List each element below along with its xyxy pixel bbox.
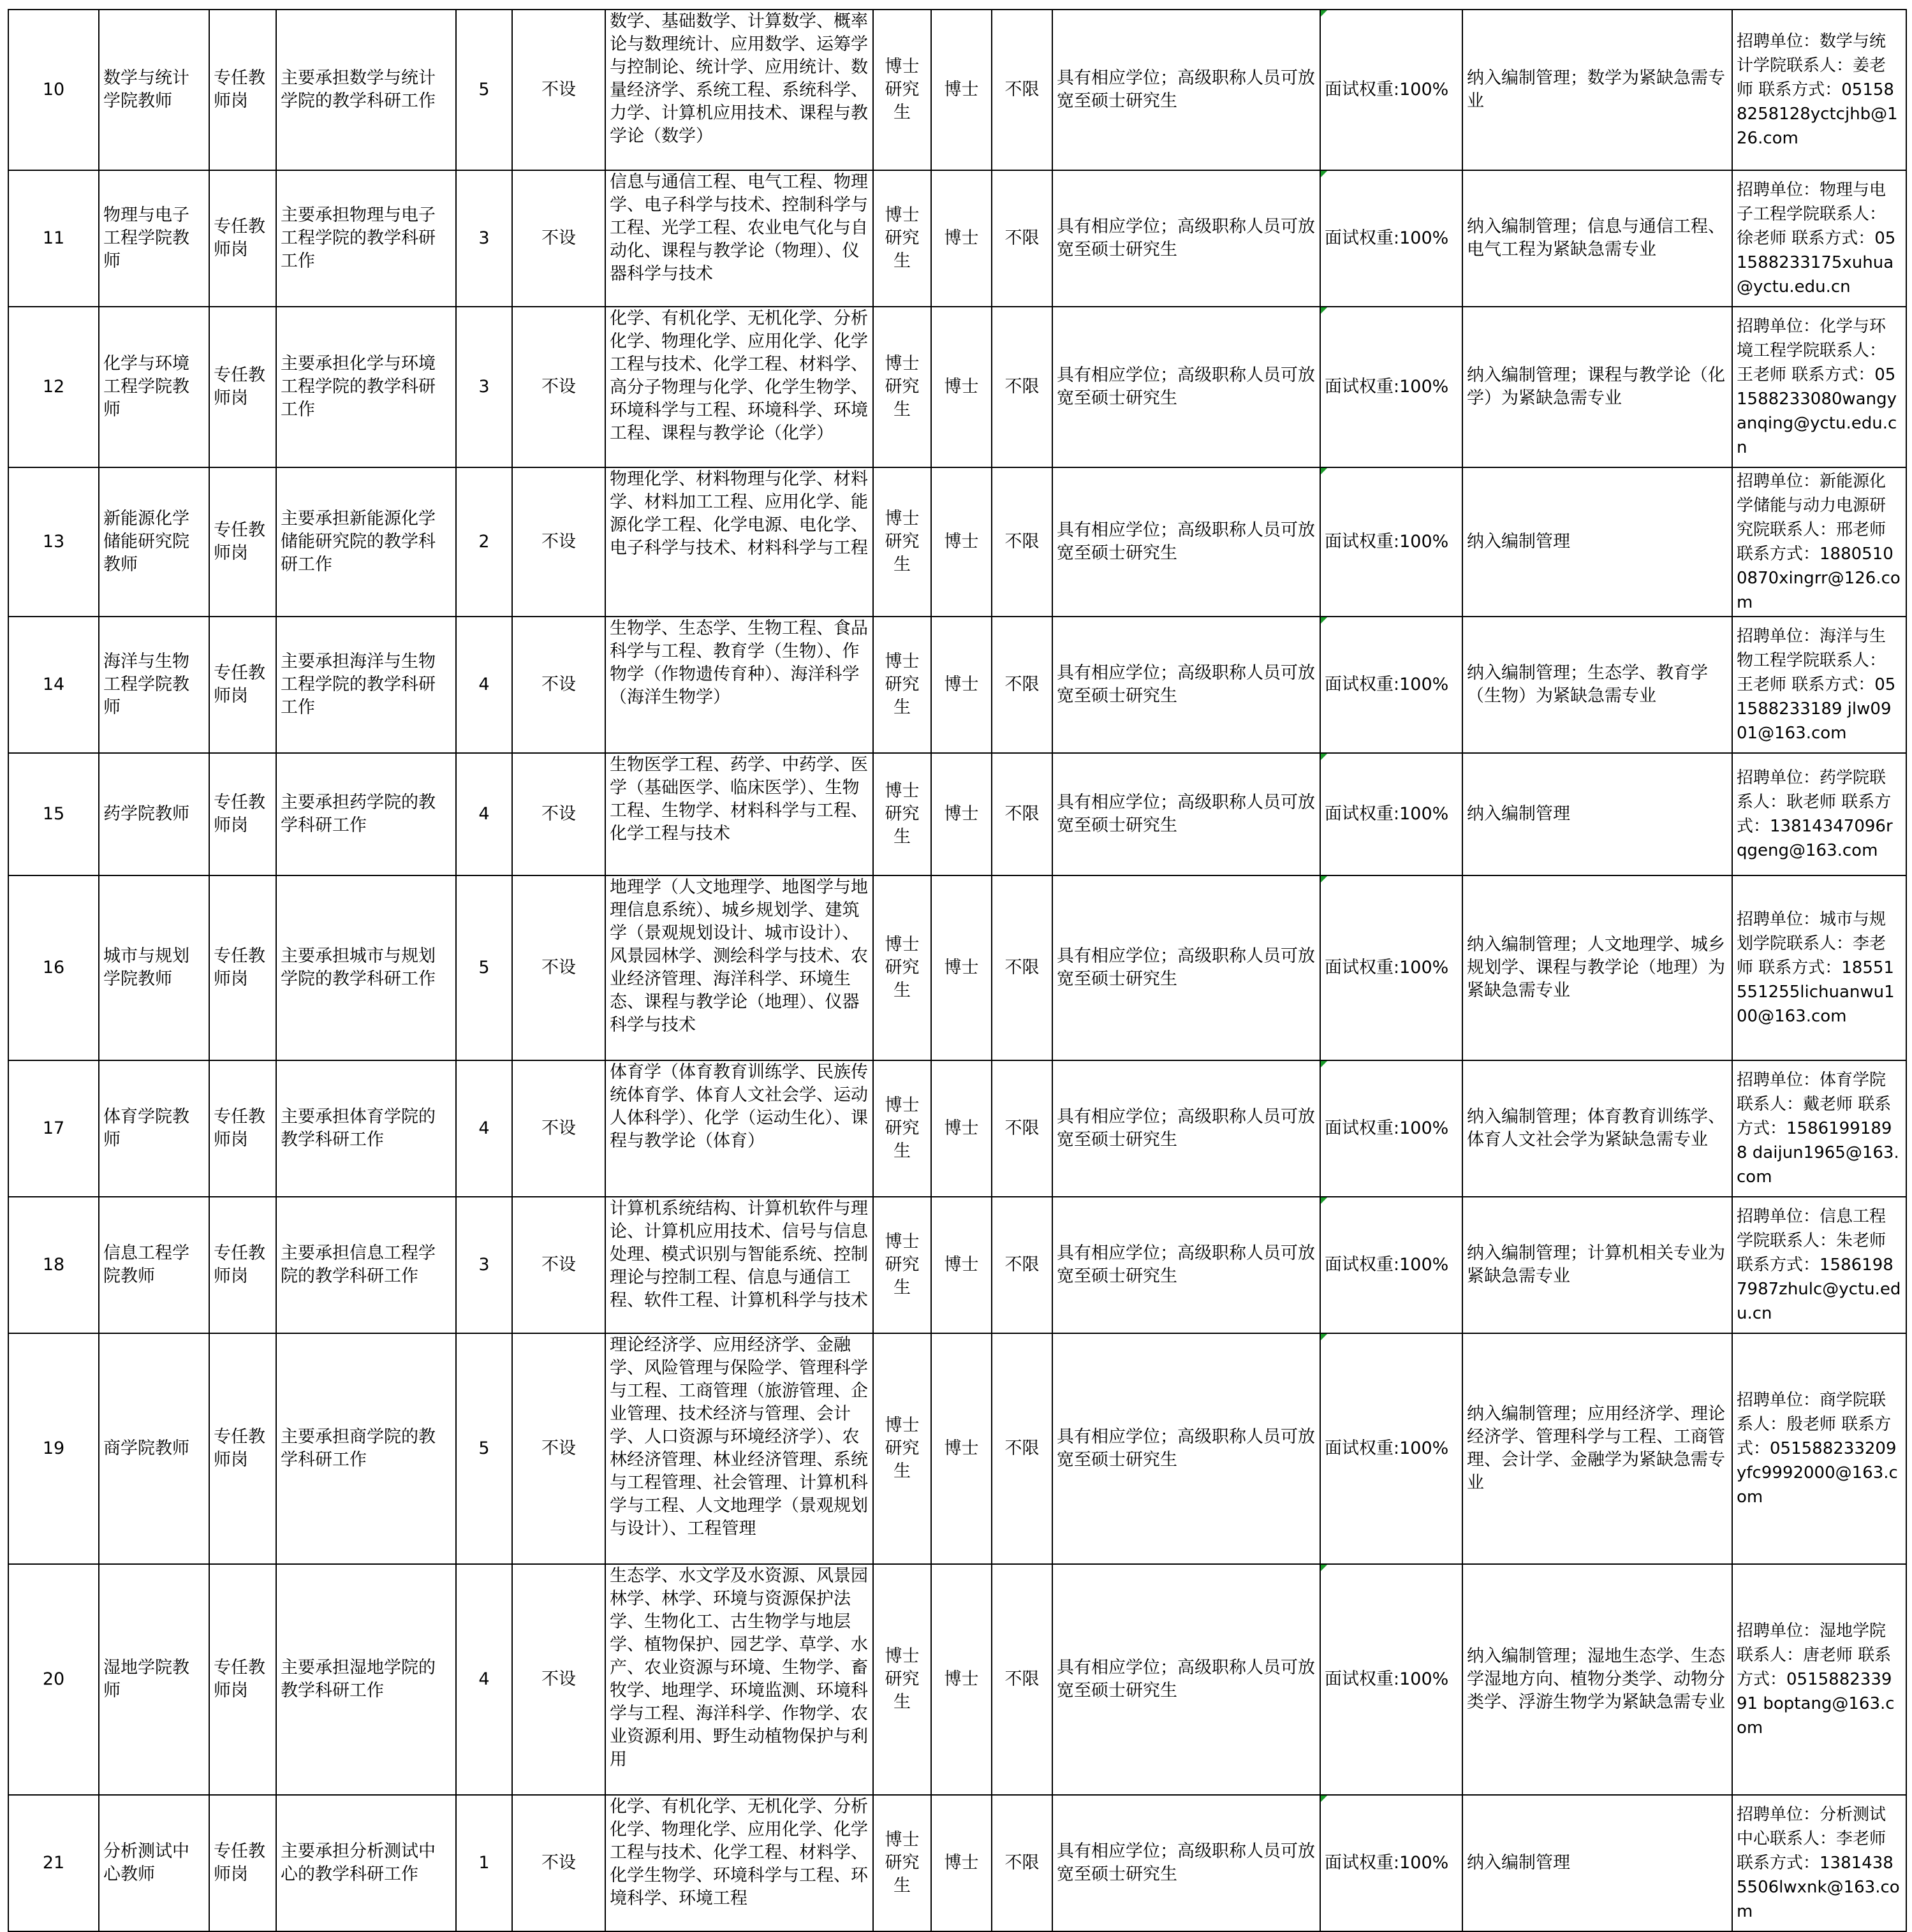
- post-type-cell: 专任教师岗: [209, 170, 276, 307]
- row-number-cell: 21: [8, 1795, 99, 1931]
- post-duty-cell: 主要承担城市与规划学院的教学科研工作: [276, 875, 456, 1060]
- table-row: [8, 1333, 1906, 1564]
- exam-weight-cell: 面试权重:100%: [1320, 1333, 1462, 1564]
- row-number-cell: 12: [8, 307, 99, 467]
- row-number-cell: 10: [8, 10, 99, 170]
- degree-requirement-cell: 博士: [931, 307, 992, 467]
- exam-ratio-cell: 不设: [512, 1564, 605, 1795]
- hiring-count-cell: 5: [456, 875, 512, 1060]
- degree-requirement-cell: 博士: [931, 1060, 992, 1197]
- post-name-cell: 商学院教师: [99, 1333, 209, 1564]
- post-duty-cell: 主要承担药学院的教学科研工作: [276, 753, 456, 875]
- education-requirement-cell: 博士研究生: [873, 170, 931, 307]
- major-requirement-cell: 生物学、生态学、生物工程、食品科学与工程、教育学（生物）、作物学（作物遗传育种）、海洋科学（海洋生物学）: [605, 617, 873, 753]
- post-name-cell: 湿地学院教师: [99, 1564, 209, 1795]
- exam-ratio-cell: 不设: [512, 10, 605, 170]
- degree-requirement-cell: 博士: [931, 1564, 992, 1795]
- major-requirement-cell: 信息与通信工程、电气工程、物理学、电子科学与技术、控制科学与工程、光学工程、农业电气化与自动化、课程与教学论（物理）、仪器科学与技术: [605, 170, 873, 307]
- table-row: [8, 170, 1906, 307]
- education-requirement-cell: 博士研究生: [873, 875, 931, 1060]
- age-requirement-cell: 不限: [992, 307, 1052, 467]
- exam-ratio-cell: 不设: [512, 1333, 605, 1564]
- post-name-cell: 信息工程学院教师: [99, 1197, 209, 1333]
- exam-weight-cell: 面试权重:100%: [1320, 10, 1462, 170]
- other-requirement-cell: 具有相应学位；高级职称人员可放宽至硕士研究生: [1052, 10, 1320, 170]
- post-duty-cell: 主要承担湿地学院的教学科研工作: [276, 1564, 456, 1795]
- table-body: [8, 10, 1906, 1931]
- other-requirement-cell: 具有相应学位；高级职称人员可放宽至硕士研究生: [1052, 1060, 1320, 1197]
- age-requirement-cell: 不限: [992, 753, 1052, 875]
- age-requirement-cell: 不限: [992, 1060, 1052, 1197]
- exam-weight-cell: 面试权重:100%: [1320, 753, 1462, 875]
- post-duty-cell: 主要承担体育学院的教学科研工作: [276, 1060, 456, 1197]
- exam-ratio-cell: 不设: [512, 307, 605, 467]
- exam-weight-cell: 面试权重:100%: [1320, 1564, 1462, 1795]
- major-requirement-cell: 理论经济学、应用经济学、金融学、风险管理与保险学、管理科学与工程、工商管理（旅游管理、企业管理、技术经济与管理、会计学、人口资源与环境经济学）、农林经济管理、林业经济管理、系统与工程管理、社会管理、计算机科学与工程、人文地理学（景观规划与设计）、工程管理: [605, 1333, 873, 1564]
- other-requirement-cell: 具有相应学位；高级职称人员可放宽至硕士研究生: [1052, 1564, 1320, 1795]
- education-requirement-cell: 博士研究生: [873, 1197, 931, 1333]
- degree-requirement-cell: 博士: [931, 170, 992, 307]
- remark-cell: 纳入编制管理: [1462, 1795, 1732, 1931]
- education-requirement-cell: 博士研究生: [873, 753, 931, 875]
- degree-requirement-cell: 博士: [931, 1795, 992, 1931]
- age-requirement-cell: 不限: [992, 1795, 1052, 1931]
- age-requirement-cell: 不限: [992, 1564, 1052, 1795]
- table-row: [8, 617, 1906, 753]
- major-requirement-cell: 化学、有机化学、无机化学、分析化学、物理化学、应用化学、化学工程与技术、化学工程、材料学、高分子物理与化学、化学生物学、环境科学与工程、环境科学、环境工程、课程与教学论（化学）: [605, 307, 873, 467]
- degree-requirement-cell: 博士: [931, 617, 992, 753]
- education-requirement-cell: 博士研究生: [873, 1564, 931, 1795]
- remark-cell: 纳入编制管理: [1462, 467, 1732, 617]
- education-requirement-cell: 博士研究生: [873, 467, 931, 617]
- post-name-cell: 分析测试中心教师: [99, 1795, 209, 1931]
- major-requirement-cell: 数学、基础数学、计算数学、概率论与数理统计、应用数学、运筹学与控制论、统计学、应用统计、数量经济学、系统工程、系统科学、力学、计算机应用技术、课程与教学论（数学）: [605, 10, 873, 170]
- contact-info-cell: 招聘单位：信息工程学院联系人：朱老师 联系方式：15861987987zhulc@yctu.edu.cn: [1732, 1197, 1906, 1333]
- hiring-count-cell: 4: [456, 617, 512, 753]
- exam-ratio-cell: 不设: [512, 617, 605, 753]
- row-number-cell: 19: [8, 1333, 99, 1564]
- hiring-count-cell: 4: [456, 753, 512, 875]
- post-type-cell: 专任教师岗: [209, 1197, 276, 1333]
- exam-ratio-cell: 不设: [512, 1795, 605, 1931]
- hiring-count-cell: 3: [456, 170, 512, 307]
- contact-info-cell: 招聘单位：湿地学院联系人：唐老师 联系方式：051588233991 boptang@163.com: [1732, 1564, 1906, 1795]
- exam-weight-cell: 面试权重:100%: [1320, 617, 1462, 753]
- remark-cell: 纳入编制管理；人文地理学、城乡规划学、课程与教学论（地理）为紧缺急需专业: [1462, 875, 1732, 1060]
- education-requirement-cell: 博士研究生: [873, 10, 931, 170]
- hiring-count-cell: 5: [456, 10, 512, 170]
- row-number-cell: 17: [8, 1060, 99, 1197]
- other-requirement-cell: 具有相应学位；高级职称人员可放宽至硕士研究生: [1052, 753, 1320, 875]
- contact-info-cell: 招聘单位：城市与规划学院联系人：李老师 联系方式：18551551255lichuanwu100@163.com: [1732, 875, 1906, 1060]
- other-requirement-cell: 具有相应学位；高级职称人员可放宽至硕士研究生: [1052, 1795, 1320, 1931]
- exam-weight-cell: 面试权重:100%: [1320, 307, 1462, 467]
- other-requirement-cell: 具有相应学位；高级职称人员可放宽至硕士研究生: [1052, 617, 1320, 753]
- major-requirement-cell: 体育学（体育教育训练学、民族传统体育学、体育人文社会学、运动人体科学）、化学（运动生化）、课程与教学论（体育）: [605, 1060, 873, 1197]
- remark-cell: 纳入编制管理；课程与教学论（化学）为紧缺急需专业: [1462, 307, 1732, 467]
- post-type-cell: 专任教师岗: [209, 1795, 276, 1931]
- remark-cell: 纳入编制管理；湿地生态学、生态学湿地方向、植物分类学、动物分类学、浮游生物学为紧缺急需专业: [1462, 1564, 1732, 1795]
- row-number-cell: 11: [8, 170, 99, 307]
- table-row: [8, 875, 1906, 1060]
- post-duty-cell: 主要承担海洋与生物工程学院的教学科研工作: [276, 617, 456, 753]
- post-duty-cell: 主要承担分析测试中心的教学科研工作: [276, 1795, 456, 1931]
- row-number-cell: 15: [8, 753, 99, 875]
- post-duty-cell: 主要承担商学院的教学科研工作: [276, 1333, 456, 1564]
- age-requirement-cell: 不限: [992, 10, 1052, 170]
- post-name-cell: 化学与环境工程学院教师: [99, 307, 209, 467]
- post-type-cell: 专任教师岗: [209, 1333, 276, 1564]
- other-requirement-cell: 具有相应学位；高级职称人员可放宽至硕士研究生: [1052, 170, 1320, 307]
- hiring-count-cell: 5: [456, 1333, 512, 1564]
- post-duty-cell: 主要承担化学与环境工程学院的教学科研工作: [276, 307, 456, 467]
- remark-cell: 纳入编制管理；应用经济学、理论经济学、管理科学与工程、工商管理、会计学、金融学为紧缺急需专业: [1462, 1333, 1732, 1564]
- post-duty-cell: 主要承担数学与统计学院的教学科研工作: [276, 10, 456, 170]
- contact-info-cell: 招聘单位：体育学院联系人：戴老师 联系方式：15861991898 daijun1965@163.com: [1732, 1060, 1906, 1197]
- exam-weight-cell: 面试权重:100%: [1320, 875, 1462, 1060]
- row-number-cell: 14: [8, 617, 99, 753]
- remark-cell: 纳入编制管理；数学为紧缺急需专业: [1462, 10, 1732, 170]
- exam-weight-cell: 面试权重:100%: [1320, 1795, 1462, 1931]
- post-name-cell: 体育学院教师: [99, 1060, 209, 1197]
- post-type-cell: 专任教师岗: [209, 753, 276, 875]
- exam-ratio-cell: 不设: [512, 753, 605, 875]
- table-row: [8, 753, 1906, 875]
- post-type-cell: 专任教师岗: [209, 875, 276, 1060]
- recruitment-table: [8, 9, 1907, 1932]
- contact-info-cell: 招聘单位：化学与环境工程学院联系人：王老师 联系方式：051588233080wangyanqing@yctu.edu.cn: [1732, 307, 1906, 467]
- major-requirement-cell: 生物医学工程、药学、中药学、医学（基础医学、临床医学）、生物工程、生物学、材料科学与工程、化学工程与技术: [605, 753, 873, 875]
- post-name-cell: 城市与规划学院教师: [99, 875, 209, 1060]
- age-requirement-cell: 不限: [992, 875, 1052, 1060]
- contact-info-cell: 招聘单位：商学院联系人：殷老师 联系方式：051588233209yfc9992000@163.com: [1732, 1333, 1906, 1564]
- exam-weight-cell: 面试权重:100%: [1320, 1197, 1462, 1333]
- post-name-cell: 数学与统计学院教师: [99, 10, 209, 170]
- degree-requirement-cell: 博士: [931, 467, 992, 617]
- post-type-cell: 专任教师岗: [209, 467, 276, 617]
- table-row: [8, 1564, 1906, 1795]
- other-requirement-cell: 具有相应学位；高级职称人员可放宽至硕士研究生: [1052, 307, 1320, 467]
- exam-ratio-cell: 不设: [512, 875, 605, 1060]
- education-requirement-cell: 博士研究生: [873, 1333, 931, 1564]
- table-row: [8, 1197, 1906, 1333]
- degree-requirement-cell: 博士: [931, 1197, 992, 1333]
- contact-info-cell: 招聘单位：新能源化学储能与动力电源研究院联系人：邢老师 联系方式：18805100870xingrr@126.com: [1732, 467, 1906, 617]
- remark-cell: 纳入编制管理；生态学、教育学（生物）为紧缺急需专业: [1462, 617, 1732, 753]
- post-type-cell: 专任教师岗: [209, 307, 276, 467]
- major-requirement-cell: 化学、有机化学、无机化学、分析化学、物理化学、应用化学、化学工程与技术、化学工程、材料学、化学生物学、环境科学与工程、环境科学、环境工程: [605, 1795, 873, 1931]
- age-requirement-cell: 不限: [992, 467, 1052, 617]
- age-requirement-cell: 不限: [992, 170, 1052, 307]
- post-type-cell: 专任教师岗: [209, 10, 276, 170]
- exam-weight-cell: 面试权重:100%: [1320, 170, 1462, 307]
- exam-ratio-cell: 不设: [512, 467, 605, 617]
- hiring-count-cell: 2: [456, 467, 512, 617]
- post-duty-cell: 主要承担新能源化学储能研究院的教学科研工作: [276, 467, 456, 617]
- remark-cell: 纳入编制管理；信息与通信工程、电气工程为紧缺急需专业: [1462, 170, 1732, 307]
- exam-weight-cell: 面试权重:100%: [1320, 467, 1462, 617]
- major-requirement-cell: 计算机系统结构、计算机软件与理论、计算机应用技术、信号与信息处理、模式识别与智能系统、控制理论与控制工程、信息与通信工程、软件工程、计算机科学与技术: [605, 1197, 873, 1333]
- age-requirement-cell: 不限: [992, 617, 1052, 753]
- row-number-cell: 20: [8, 1564, 99, 1795]
- contact-info-cell: 招聘单位：药学院联系人：耿老师 联系方式：13814347096rqgeng@163.com: [1732, 753, 1906, 875]
- degree-requirement-cell: 博士: [931, 753, 992, 875]
- hiring-count-cell: 4: [456, 1564, 512, 1795]
- table-row: [8, 1060, 1906, 1197]
- education-requirement-cell: 博士研究生: [873, 617, 931, 753]
- post-name-cell: 物理与电子工程学院教师: [99, 170, 209, 307]
- age-requirement-cell: 不限: [992, 1197, 1052, 1333]
- exam-weight-cell: 面试权重:100%: [1320, 1060, 1462, 1197]
- contact-info-cell: 招聘单位：物理与电子工程学院联系人：徐老师 联系方式：051588233175xuhua@yctu.edu.cn: [1732, 170, 1906, 307]
- post-name-cell: 新能源化学储能研究院教师: [99, 467, 209, 617]
- major-requirement-cell: 生态学、水文学及水资源、风景园林学、林学、环境与资源保护法学、生物化工、古生物学与地层学、植物保护、园艺学、草学、水产、农业资源与环境、生物学、畜牧学、地理学、环境监测、环境科学与工程、海洋科学、作物学、农业资源利用、野生动植物保护与利用: [605, 1564, 873, 1795]
- remark-cell: 纳入编制管理: [1462, 753, 1732, 875]
- hiring-count-cell: 4: [456, 1060, 512, 1197]
- table-row: [8, 10, 1906, 170]
- hiring-count-cell: 1: [456, 1795, 512, 1931]
- row-number-cell: 18: [8, 1197, 99, 1333]
- education-requirement-cell: 博士研究生: [873, 307, 931, 467]
- remark-cell: 纳入编制管理；计算机相关专业为紧缺急需专业: [1462, 1197, 1732, 1333]
- table-row: [8, 307, 1906, 467]
- other-requirement-cell: 具有相应学位；高级职称人员可放宽至硕士研究生: [1052, 1333, 1320, 1564]
- remark-cell: 纳入编制管理；体育教育训练学、体育人文社会学为紧缺急需专业: [1462, 1060, 1732, 1197]
- hiring-count-cell: 3: [456, 1197, 512, 1333]
- age-requirement-cell: 不限: [992, 1333, 1052, 1564]
- post-duty-cell: 主要承担物理与电子工程学院的教学科研工作: [276, 170, 456, 307]
- contact-info-cell: 招聘单位：海洋与生物工程学院联系人：王老师 联系方式：051588233189 jlw0901@163.com: [1732, 617, 1906, 753]
- table-row: [8, 1795, 1906, 1931]
- post-type-cell: 专任教师岗: [209, 617, 276, 753]
- post-name-cell: 海洋与生物工程学院教师: [99, 617, 209, 753]
- post-duty-cell: 主要承担信息工程学院的教学科研工作: [276, 1197, 456, 1333]
- major-requirement-cell: 物理化学、材料物理与化学、材料学、材料加工工程、应用化学、能源化学工程、化学电源、电化学、电子科学与技术、材料科学与工程: [605, 467, 873, 617]
- post-name-cell: 药学院教师: [99, 753, 209, 875]
- table-row: [8, 467, 1906, 617]
- exam-ratio-cell: 不设: [512, 170, 605, 307]
- contact-info-cell: 招聘单位：分析测试中心联系人：李老师 联系方式：13814385506lwxnk@163.com: [1732, 1795, 1906, 1931]
- degree-requirement-cell: 博士: [931, 1333, 992, 1564]
- education-requirement-cell: 博士研究生: [873, 1795, 931, 1931]
- degree-requirement-cell: 博士: [931, 10, 992, 170]
- major-requirement-cell: 地理学（人文地理学、地图学与地理信息系统）、城乡规划学、建筑学（景观规划设计、城市设计）、风景园林学、测绘科学与技术、农业经济管理、海洋科学、环境生态、课程与教学论（地理）、仪器科学与技术: [605, 875, 873, 1060]
- other-requirement-cell: 具有相应学位；高级职称人员可放宽至硕士研究生: [1052, 467, 1320, 617]
- degree-requirement-cell: 博士: [931, 875, 992, 1060]
- post-type-cell: 专任教师岗: [209, 1060, 276, 1197]
- post-type-cell: 专任教师岗: [209, 1564, 276, 1795]
- other-requirement-cell: 具有相应学位；高级职称人员可放宽至硕士研究生: [1052, 875, 1320, 1060]
- contact-info-cell: 招聘单位：数学与统计学院联系人：姜老师 联系方式：051588258128yctcjhb@126.com: [1732, 10, 1906, 170]
- row-number-cell: 13: [8, 467, 99, 617]
- row-number-cell: 16: [8, 875, 99, 1060]
- education-requirement-cell: 博士研究生: [873, 1060, 931, 1197]
- exam-ratio-cell: 不设: [512, 1060, 605, 1197]
- other-requirement-cell: 具有相应学位；高级职称人员可放宽至硕士研究生: [1052, 1197, 1320, 1333]
- exam-ratio-cell: 不设: [512, 1197, 605, 1333]
- hiring-count-cell: 3: [456, 307, 512, 467]
